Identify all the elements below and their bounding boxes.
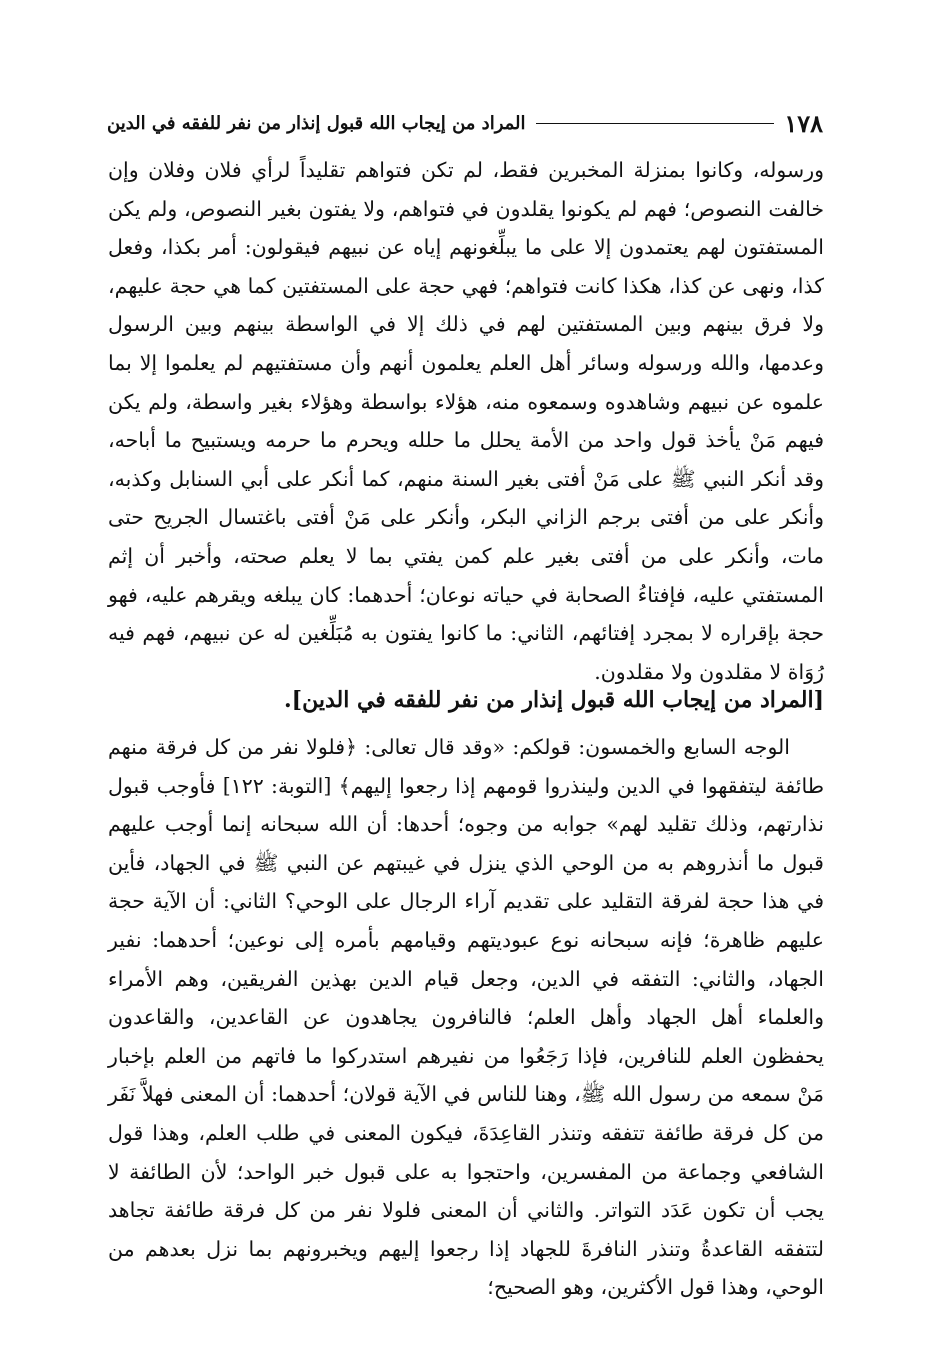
section-heading: [المراد من إيجاب الله قبول إنذار من نفر للفقه في الدين]. — [284, 687, 824, 713]
running-title: المراد من إيجاب الله قبول إنذار من نفر للفقه في الدين — [107, 112, 526, 134]
page-number: ١٧٨ — [784, 108, 823, 138]
paragraph-1 — [108, 151, 824, 691]
paragraph-2 — [108, 728, 824, 1307]
paragraph-2-text: الوجه السابع والخمسون: قولكم: «وقد قال تعالى: ﴿فلولا نفر من كل فرقة منهم طائفة ليتفقهوا في الدين ولينذروا قومهم إذا رجعوا إليهم﴾ [التوبة: ١٢٢] فأوجب قبول نذارتهم، وذلك تقليد لهم» جوابه من وجوه؛ أحدها: أن الله سبحانه إنما أوجب عليهم قبول ما أنذروهم به من الوحي الذي ينزل في غيبتهم عن النبي ﷺ في الجهاد، فأين في هذا حجة لفرقة التقليد على تقديم آراء الرجال على الوحي؟ الثاني: أن الآية حجة عليهم ظاهرة؛ فإنه سبحانه نوع عبوديتهم وقيامهم بأمره إلى نوعين؛ أحدهما: نفير الجهاد، والثاني: التفقه في الدين، وجعل قيام الدين بهذين الفريقين، وهم الأمراء والعلماء أهل الجهاد وأهل العلم؛ فالنافرون يجاهدون عن القاعدين، والقاعدون يحفظون العلم للنافرين، فإذا رَجَعُوا من نفيرهم استدركوا ما فاتهم من العلم بإخبار مَنْ سمعه من رسول الله ﷺ، وهنا للناس في الآية قولان؛ أحدهما: أن المعنى فهلاَّ نَفَر من كل فرقة طائفة تتفقه وتنذر القاعِدَةَ، فيكون المعنى في طلب العلم، وهذا قول الشافعي وجماعة من المفسرين، واحتجوا به على قبول خبر الواحد؛ لأن الطائفة لا يجب أن تكون عَدَد التواتر. والثاني أن المعنى فلولا نفر من كل فرقة طائفة تجاهد لتتفقه القاعدةُ وتنذر النافرةَ للجهاد إذا رجعوا إليهم ويخبرونهم بما نزل بعدهم من الوحي، وهذا قول الأكثرين، وهو الصحيح؛ — [108, 735, 825, 1300]
page-header — [107, 108, 823, 138]
header-rule — [536, 123, 775, 124]
paragraph-1-text: ورسوله، وكانوا بمنزلة المخبرين فقط، لم تكن فتواهم تقليداً لرأي فلان وفلان وإن خالفت النصوص؛ فهم لم يكونوا يقلدون في فتواهم، ولا يفتون بغير النصوص، ولم يكن المستفتون لهم يعتمدون إلا على ما يبلِّغونهم إياه عن نبيهم فيقولون: أمر بكذا، وفعل كذا، ونهى عن كذا، هكذا كانت فتواهم؛ فهي حجة على المستفتين كما هي حجة عليهم، ولا فرق بينهم وبين المستفتين لهم في ذلك إلا في الواسطة بينهم وبين الرسول وعدمها، والله ورسوله وسائر أهل العلم يعلمون أنهم وأن مستفتيهم لم يعلموا إلا بما علموه عن نبيهم وشاهدوه وسمعوه منه، هؤلاء بواسطة وهؤلاء بغير واسطة، ولم يكن فيهم مَنْ يأخذ قول واحد من الأمة يحلل ما حلله ويحرم ما حرمه ويستبيح ما أباحه، وقد أنكر النبي ﷺ على مَنْ أفتى بغير السنة منهم، كما أنكر على أبي السنابل وكذبه، وأنكر على من أفتى برجم الزاني البكر، وأنكر على مَنْ أفتى باغتسال الجريح حتى مات، وأنكر على من أفتى بغير علم كمن يفتي بما لا يعلم صحته، وأخبر أن إثم المستفتي عليه، فإفتاءُ الصحابة في حياته نوعان؛ أحدهما: كان يبلغه ويقرهم عليه، فهو حجة بإقراره لا بمجرد إفتائهم، الثاني: ما كانوا يفتون به مُبَلِّغين له عن نبيهم، فهم فيه رُوَاة لا مقلدون ولا مقلدون. — [108, 158, 824, 684]
